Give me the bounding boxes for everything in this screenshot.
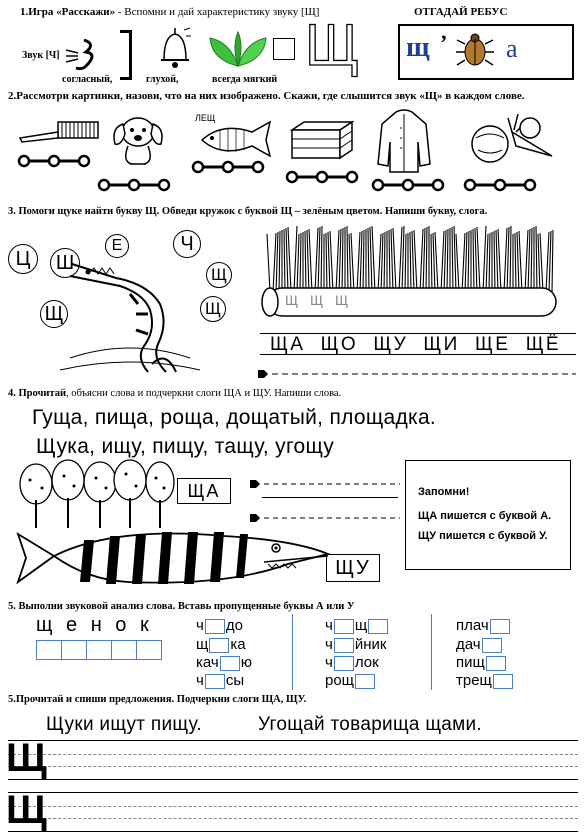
grass-blade [412, 231, 414, 292]
grass-blade [288, 227, 291, 292]
circle-letter-ts[interactable]: Ц [8, 244, 38, 274]
pike-picture [60, 254, 210, 382]
grass-blade [441, 231, 444, 292]
grass-blade [351, 233, 354, 292]
grass-blade [549, 231, 551, 292]
grass-blade [286, 228, 288, 292]
word-part: ч [325, 654, 333, 671]
grass-blade [363, 230, 364, 292]
grass-blade [483, 226, 486, 292]
grass-blade [444, 230, 446, 292]
sound-analysis-boxes[interactable] [36, 640, 162, 660]
big-letter-shch: Щ [305, 13, 360, 78]
circle-letter-shch-3[interactable]: Щ [40, 300, 68, 328]
word-2-4 [325, 672, 376, 689]
task6-title: 5.Прочитай и спиши предложения. Подчеркни слоги ЩА, ЩУ. [8, 694, 307, 705]
task4-title-rest: , объясни слова и подчеркни слоги ЩА и ЩУ. Напиши слова. [66, 388, 342, 399]
write-line-1b [262, 497, 398, 498]
write-line-1 [250, 478, 400, 490]
grass-blade [402, 226, 404, 292]
rebus-right-letter: а [506, 34, 518, 63]
grass-blade [273, 233, 276, 292]
grass-blade [276, 232, 278, 292]
word-part: трещ [456, 672, 492, 689]
column-divider-1 [292, 614, 293, 690]
vegetables-picture [460, 108, 560, 166]
grass-blade [538, 234, 540, 292]
word-1-1 [196, 617, 243, 634]
grass-blade [305, 231, 306, 292]
memo-line-1: ЩА пишется с буквой А. [418, 510, 552, 522]
grass-blade [510, 226, 511, 292]
grass-blade [372, 226, 375, 292]
wooden-box-picture [290, 120, 354, 160]
grass-blade [546, 232, 549, 292]
missing-letter-slot[interactable] [220, 656, 240, 671]
brush-picture [18, 118, 100, 146]
missing-letter-slot[interactable] [334, 656, 354, 671]
grass-blade [504, 228, 507, 292]
bell-icon [158, 26, 192, 72]
word-2-1 [325, 617, 389, 634]
grass-blade [528, 229, 530, 292]
sound-box[interactable] [87, 641, 112, 659]
word-3-4 [456, 672, 514, 689]
grass-blade [399, 227, 402, 292]
grass-blade [328, 232, 330, 292]
sound-scheme-vegetables [464, 178, 538, 192]
word-3-3 [456, 654, 507, 671]
speaking-mouth-icon [64, 36, 100, 74]
circle-letter-shch-2[interactable]: Щ [200, 296, 226, 322]
grass-blade [360, 231, 362, 292]
task5-title: 5. Выполни звуковой анализ слова. Вставь пропущенные буквы А или У [8, 601, 355, 612]
rebus-apostrophe: ’ [440, 30, 448, 55]
grass-blade [342, 228, 343, 292]
task3-title: 3. Помоги щуке найти букву Щ. Обведи кружок с буквой Щ – зелёным цветом. Напиши букву, слога. [8, 206, 488, 217]
grass-blade [330, 231, 333, 292]
grass-blade [477, 227, 480, 292]
missing-letter-slot[interactable] [368, 619, 388, 634]
grass-blade [391, 229, 393, 292]
missing-letter-slot[interactable] [482, 638, 502, 653]
copy-letter-2: Щ [6, 788, 47, 832]
syllable-guide-top [260, 333, 576, 334]
fence-trace-letters: Щ Щ Щ [285, 292, 353, 308]
task4-title [8, 388, 341, 399]
grass-blade [452, 227, 453, 292]
word-part: щ [354, 617, 368, 634]
memo-line-2: ЩУ пишется с буквой У. [418, 530, 548, 542]
task4-title-bold: 4. Прочитай [8, 388, 67, 399]
word-part: ч [196, 617, 204, 634]
tag-shcha: ЩА [177, 478, 231, 504]
writing-area-1[interactable] [6, 736, 578, 780]
grass-blade [552, 230, 553, 292]
word-part: рощ [325, 672, 355, 689]
empty-square [273, 38, 295, 60]
grass-blade [525, 230, 528, 292]
tag-shchu: ЩУ [326, 554, 380, 582]
grass-blade [517, 232, 519, 292]
grass-blade [489, 233, 490, 292]
word-part: ка [230, 636, 246, 653]
grass-blade [531, 228, 532, 292]
grass-blade [433, 233, 435, 292]
write-line-arrow [258, 368, 576, 380]
missing-letter-slot[interactable] [205, 619, 225, 634]
rebus-title: ОТГАДАЙ РЕБУС [414, 6, 508, 18]
sound-scheme-fish [192, 160, 266, 174]
word-part: лок [354, 654, 379, 671]
missing-letter-slot[interactable] [334, 638, 354, 653]
word-part: до [225, 617, 243, 634]
grass-blade [297, 234, 299, 292]
memo-title: Запомни! [418, 486, 470, 498]
grass-blade [435, 232, 438, 292]
grass-blade [321, 226, 322, 292]
grass-blade [496, 230, 498, 292]
sound-scheme-raincoat [372, 178, 446, 192]
word-part: щ [196, 636, 209, 653]
grass-blade [447, 229, 448, 292]
grass-blade [294, 226, 297, 292]
word-1-3 [196, 654, 252, 671]
grass-blade [494, 231, 495, 292]
grass-blade [405, 234, 406, 292]
grass-blade [347, 226, 348, 292]
grass-blade [384, 232, 385, 292]
sound-box[interactable] [137, 641, 161, 659]
sound-scheme-puppy [98, 178, 172, 192]
sound-box[interactable] [112, 641, 137, 659]
grass-blade [309, 229, 312, 292]
word-part: ч [325, 617, 333, 634]
grass-blade [475, 228, 477, 292]
grass-blade [507, 227, 509, 292]
grass-blade [536, 226, 537, 292]
grass-blade [426, 227, 427, 292]
grass-blade [336, 230, 339, 292]
grass-blade [339, 229, 341, 292]
task1-title [20, 6, 319, 18]
grass-blade [300, 233, 301, 292]
grass-blade [381, 233, 383, 292]
copy-letter-1: Щ [6, 736, 47, 780]
grass-blade [389, 230, 390, 292]
missing-letter-slot[interactable] [205, 674, 225, 689]
circle-letter-sh[interactable]: Ш [50, 248, 80, 278]
sound-label: Звук [Ч] [22, 50, 60, 61]
grass-blade [318, 227, 320, 292]
grass-blade [540, 233, 543, 292]
grass-blade [368, 228, 369, 292]
task4-line-1: Гуща, пища, роща, дощатый, площадка. [32, 406, 437, 429]
puppy-picture [108, 106, 170, 166]
word-2-3 [325, 654, 379, 671]
analysis-word: щ е н о к [36, 614, 153, 636]
missing-letter-slot[interactable] [486, 656, 506, 671]
word-part: ч [325, 636, 333, 653]
grass-blade [515, 233, 516, 292]
task1-title-bold: 1.Игра «Расскажи» [20, 6, 116, 18]
grass-blade [468, 231, 469, 292]
grass-blade [462, 233, 465, 292]
sound-box[interactable] [62, 641, 87, 659]
word-part: дач [456, 636, 481, 653]
syllables-line: ЩА ЩО ЩУ ЩИ ЩЕ ЩЁ [270, 334, 561, 355]
word-part: сы [225, 672, 245, 689]
missing-letter-slot[interactable] [209, 638, 229, 653]
big-pike-picture [14, 520, 334, 592]
rebus-left-letter: щ [406, 32, 430, 63]
grass-blade [519, 231, 522, 292]
word-part: йник [354, 636, 387, 653]
green-leaves-icon [208, 30, 268, 70]
fish-label: ЛЕЩ [195, 113, 216, 123]
grass-blade [465, 232, 467, 292]
bream-fish-picture [196, 122, 276, 158]
grass-blade [456, 234, 459, 292]
word-part: кач [196, 654, 219, 671]
grass-blade [370, 227, 372, 292]
task4-line-2: Щука, ищу, пищу, тащу, угощу [36, 435, 335, 458]
grass-blade [414, 230, 417, 292]
column-divider-2 [431, 614, 432, 690]
word-1-2 [196, 636, 246, 653]
grass-blade [284, 229, 285, 292]
word-1-4 [196, 672, 244, 689]
grass-blade [378, 234, 381, 292]
circle-letter-shch-1[interactable]: Щ [206, 262, 232, 288]
grass-blade [307, 230, 309, 292]
grass-blade [315, 228, 318, 292]
syllable-guide-bottom [260, 354, 576, 355]
word-part: ю [240, 654, 252, 671]
word-3-1 [456, 617, 511, 634]
word-3-2 [456, 636, 503, 653]
sound-scheme-box [286, 170, 360, 184]
grass-blade [423, 228, 425, 292]
prop-consonant: согласный, [62, 74, 113, 85]
grass-blade [431, 234, 432, 292]
missing-letter-slot[interactable] [355, 674, 375, 689]
word-part: ч [196, 672, 204, 689]
grass-blade [357, 232, 360, 292]
missing-letter-slot[interactable] [490, 619, 510, 634]
prop-voiceless: глухой, [146, 74, 179, 85]
prop-always-soft: всегда мягкий [212, 74, 278, 85]
grass-blade [393, 228, 396, 292]
bracket-icon [120, 30, 132, 80]
word-part: плач [456, 617, 489, 634]
missing-letter-slot[interactable] [493, 674, 513, 689]
sound-scheme-brush [18, 154, 92, 168]
grass-blade [267, 234, 270, 292]
circle-letter-ch[interactable]: Ч [173, 230, 201, 258]
task2-title: 2.Рассмотри картинки, назови, что на них изображено. Скажи, где слышится звук «Щ» в каждом слове. [8, 90, 525, 102]
word-2-2 [325, 636, 386, 653]
sentence-2: Угощай товарища щами. [258, 714, 483, 735]
grass-blade [486, 234, 488, 292]
grass-blade [473, 229, 474, 292]
beetle-icon [455, 32, 495, 68]
circle-letter-e[interactable]: Е [105, 234, 129, 258]
task1-title-rest: - Вспомни и дай характеристику звуку [Щ] [115, 6, 320, 18]
sound-box[interactable] [37, 641, 62, 659]
writing-area-2[interactable] [6, 788, 578, 832]
raincoat-picture [376, 108, 432, 172]
grass-blade [420, 229, 423, 292]
grass-blade [326, 233, 327, 292]
grass-blade [410, 232, 411, 292]
grass-blade [498, 229, 501, 292]
sentence-1: Щуки ищут пищу. [46, 714, 202, 735]
missing-letter-slot[interactable] [334, 619, 354, 634]
grass-blade [349, 234, 351, 292]
grass-blade [279, 231, 280, 292]
word-part: пищ [456, 654, 485, 671]
